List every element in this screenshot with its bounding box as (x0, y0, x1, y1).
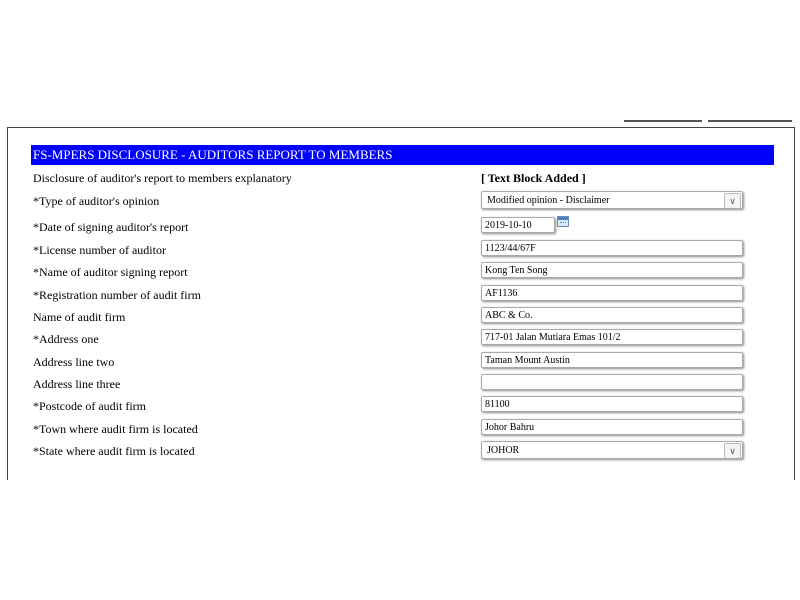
form-row-auditor-name (33, 262, 773, 282)
field-label: *Registration number of audit firm (33, 288, 201, 302)
form-row-firm-registration (33, 285, 773, 305)
postcode-input[interactable]: 81100 (481, 396, 743, 412)
address-two-input[interactable]: Taman Mount Austin (481, 352, 743, 368)
field-label: *Address one (33, 332, 99, 346)
field-label: Disclosure of auditor's report to members explanatory (33, 171, 292, 185)
form-row-opinion-type (33, 191, 773, 211)
calendar-icon[interactable] (557, 216, 569, 227)
form-row-address-two (33, 352, 773, 372)
field-label: Address line two (33, 355, 115, 369)
form-row-address-one (33, 329, 773, 349)
field-label: *Name of auditor signing report (33, 265, 188, 279)
chevron-down-icon[interactable]: ∨ (724, 443, 741, 459)
address-three-input[interactable] (481, 374, 743, 390)
license-number-input[interactable]: 1123/44/67F (481, 240, 743, 256)
tab-underline-2[interactable] (708, 120, 792, 122)
chevron-down-icon[interactable]: ∨ (724, 193, 741, 209)
form-row-signing-date (33, 217, 773, 237)
field-label: Address line three (33, 377, 121, 391)
firm-name-input[interactable]: ABC & Co. (481, 307, 743, 323)
form-row-explanatory (33, 168, 773, 188)
text-block-link[interactable]: [ Text Block Added ] (481, 171, 586, 185)
signing-date-input[interactable]: 2019-10-10 (481, 217, 555, 233)
field-label: *Date of signing auditor's report (33, 220, 189, 234)
town-input[interactable]: Johor Bahru (481, 419, 743, 435)
form-row-firm-name (33, 307, 773, 327)
form-row-town (33, 419, 773, 439)
state-select[interactable] (481, 441, 743, 459)
tab-underline-1[interactable] (624, 120, 702, 122)
field-label: *Town where audit firm is located (33, 422, 198, 436)
select-value: JOHOR (487, 445, 520, 456)
form-row-postcode (33, 396, 773, 416)
firm-registration-input[interactable]: AF1136 (481, 285, 743, 301)
field-label: *State where audit firm is located (33, 444, 195, 458)
select-value: Modified opinion - Disclaimer (487, 195, 610, 206)
section-title: FS-MPERS DISCLOSURE - AUDITORS REPORT TO MEMBERS (31, 145, 774, 165)
form-row-state (33, 441, 773, 461)
field-label: *License number of auditor (33, 243, 166, 257)
field-label: Name of audit firm (33, 310, 126, 324)
address-one-input[interactable]: 717-01 Jalan Mutiara Emas 101/2 (481, 329, 743, 345)
form-row-license-number (33, 240, 773, 260)
opinion-type-select[interactable] (481, 191, 743, 209)
field-label: *Postcode of audit firm (33, 399, 146, 413)
field-label: *Type of auditor's opinion (33, 194, 160, 208)
form-row-address-three (33, 374, 773, 394)
auditor-name-input[interactable]: Kong Ten Song (481, 262, 743, 278)
